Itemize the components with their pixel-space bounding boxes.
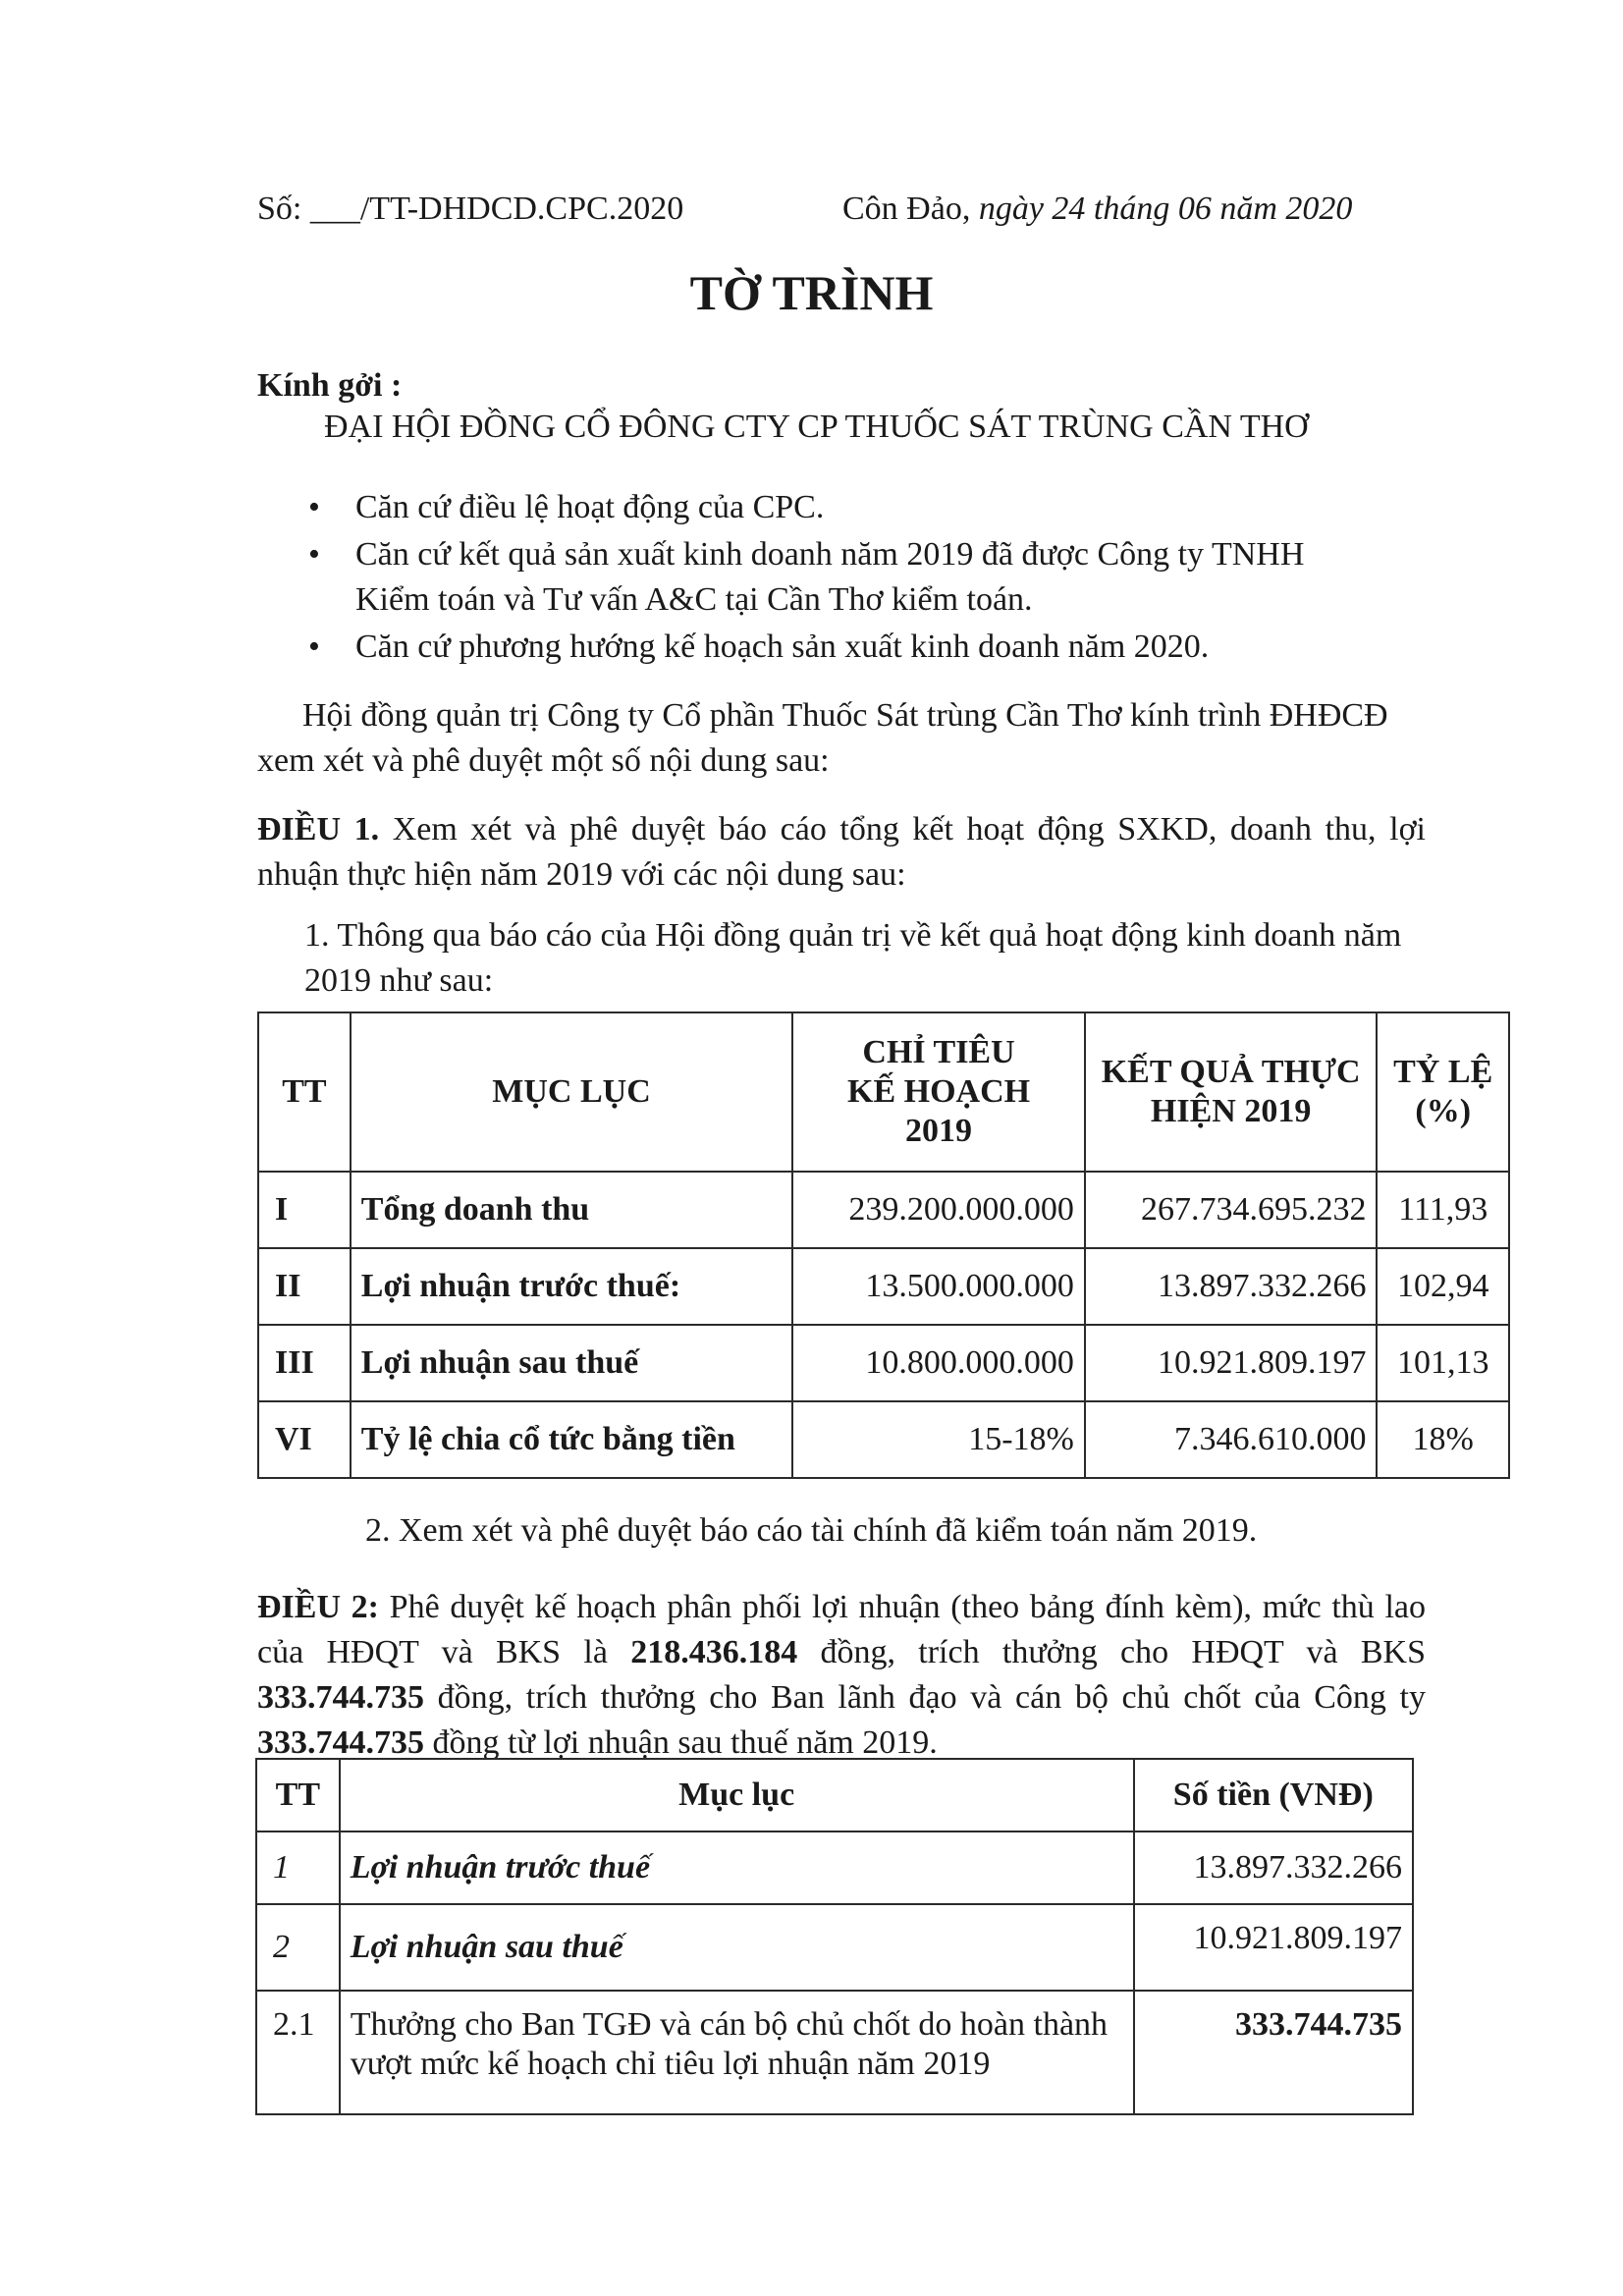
- table-row: [256, 1991, 1413, 2114]
- amount-board-bonus: 333.744.735: [257, 1679, 424, 1716]
- row-amount: 333.744.735: [1134, 1991, 1413, 2114]
- row-tt: II: [258, 1248, 351, 1325]
- header-plan: CHỈ TIÊU KẾ HOẠCH 2019: [792, 1012, 1085, 1172]
- row-tt: III: [258, 1325, 351, 1401]
- recipient: ĐẠI HỘI ĐỒNG CỔ ĐÔNG CTY CP THUỐC SÁT TRÙNG CẦN THƠ: [324, 409, 1309, 445]
- header-tt: TT: [258, 1012, 351, 1172]
- row-actual: 7.346.610.000: [1085, 1401, 1378, 1478]
- row-tt: 1: [256, 1831, 340, 1904]
- row-item: Tổng doanh thu: [351, 1172, 792, 1248]
- list-item: • Căn cứ kết quả sản xuất kinh doanh năm 2019 đã được Công ty TNHH Kiểm toán và Tư vấn A&C tại Cần Thơ kiểm toán.: [295, 532, 1375, 623]
- row-actual: 10.921.809.197: [1085, 1325, 1378, 1401]
- row-tt: I: [258, 1172, 351, 1248]
- row-tt: 2: [256, 1904, 340, 1991]
- profit-distribution-table: [255, 1758, 1414, 2115]
- bullet-icon: •: [308, 489, 320, 525]
- row-ratio: 101,13: [1377, 1325, 1509, 1401]
- table-row: [258, 1401, 1509, 1478]
- row-amount: 10.921.809.197: [1134, 1904, 1413, 1991]
- row-amount: 13.897.332.266: [1134, 1831, 1413, 1904]
- article-1-label: ĐIỀU 1.: [257, 811, 380, 847]
- list-item: • Căn cứ điều lệ hoạt động của CPC.: [295, 485, 1375, 530]
- article-1: [257, 807, 1426, 898]
- article-2-label: ĐIỀU 2:: [257, 1589, 380, 1625]
- row-plan: 239.200.000.000: [792, 1172, 1085, 1248]
- table-row: [258, 1172, 1509, 1248]
- bullet-icon: •: [308, 629, 320, 665]
- table-row: [256, 1904, 1413, 1991]
- amount-remuneration: 218.436.184: [630, 1634, 798, 1670]
- table-header-row: [256, 1759, 1413, 1831]
- intro-paragraph: Hội đồng quản trị Công ty Cổ phần Thuốc Sát trùng Cần Thơ kính trình ĐHĐCĐ xem xét và phê duyệt một số nội dung sau:: [257, 697, 1388, 779]
- row-item: Lợi nhuận trước thuế: [340, 1831, 1134, 1904]
- page-title: TỜ TRÌNH: [689, 265, 934, 320]
- table-row: [256, 1831, 1413, 1904]
- row-actual: 267.734.695.232: [1085, 1172, 1378, 1248]
- row-item: Lợi nhuận sau thuế: [340, 1904, 1134, 1991]
- document-header: [257, 187, 1386, 232]
- header-ratio: TỶ LỆ (%): [1377, 1012, 1509, 1172]
- row-item: Tỷ lệ chia cổ tức bằng tiền: [351, 1401, 792, 1478]
- article-1-item-2: 2. Xem xét và phê duyệt báo cáo tài chính đã kiểm toán năm 2019.: [365, 1512, 1258, 1549]
- row-item: Lợi nhuận sau thuế: [351, 1325, 792, 1401]
- document-date-text: ngày 24 tháng 06 năm 2020: [978, 191, 1353, 227]
- table-header-row: [258, 1012, 1509, 1172]
- header-actual: KẾT QUẢ THỰC HIỆN 2019: [1085, 1012, 1378, 1172]
- header-item: Mục lục: [340, 1759, 1134, 1831]
- row-item: Lợi nhuận trước thuế:: [351, 1248, 792, 1325]
- table-row: [258, 1248, 1509, 1325]
- row-plan: 10.800.000.000: [792, 1325, 1085, 1401]
- header-item: MỤC LỤC: [351, 1012, 792, 1172]
- document-number: Số: ___/TT-DHDCD.CPC.2020: [257, 191, 684, 227]
- row-ratio: 18%: [1377, 1401, 1509, 1478]
- article-2: ĐIỀU 2: Phê duyệt kế hoạch phân phối lợi nhuận (theo bảng đính kèm), mức thù lao của HĐQT và BKS là 218.436.184 đồng, trích thưởng cho HĐQT và BKS 333.744.735 đồng, trích thưởng cho Ban lãnh đạo và cán bộ chủ chốt của Công ty 333.744.735 đồng từ lợi nhuận sau thuế năm 2019.: [257, 1589, 1427, 1761]
- row-plan: 13.500.000.000: [792, 1248, 1085, 1325]
- row-ratio: 102,94: [1377, 1248, 1509, 1325]
- document-place: Côn Đảo,: [842, 191, 979, 227]
- header-tt: TT: [256, 1759, 340, 1831]
- article-1-item-1: 1. Thông qua báo cáo của Hội đồng quản trị về kết quả hoạt động kinh doanh năm 2019 như sau:: [304, 917, 1402, 999]
- row-actual: 13.897.332.266: [1085, 1248, 1378, 1325]
- article-1-text: Xem xét và phê duyệt báo cáo tổng kết hoạt động SXKD, doanh thu, lợi nhuận thực hiện năm 2019 với các nội dung sau:: [257, 811, 1426, 893]
- legal-basis-list: [295, 485, 1375, 672]
- list-item: • Căn cứ phương hướng kế hoạch sản xuất kinh doanh năm 2020.: [295, 625, 1375, 670]
- header-amount: Số tiền (VNĐ): [1134, 1759, 1413, 1831]
- amount-management-bonus: 333.744.735: [257, 1724, 424, 1761]
- row-item: Thưởng cho Ban TGĐ và cán bộ chủ chốt do hoàn thành vượt mức kế hoạch chỉ tiêu lợi nhuận năm 2019: [340, 1991, 1134, 2114]
- bullet-icon: •: [308, 536, 320, 573]
- row-plan: 15-18%: [792, 1401, 1085, 1478]
- table-row: [258, 1325, 1509, 1401]
- salutation: Kính gởi :: [257, 367, 403, 404]
- row-tt: 2.1: [256, 1991, 340, 2114]
- row-ratio: 111,93: [1377, 1172, 1509, 1248]
- row-tt: VI: [258, 1401, 351, 1478]
- document-date: [842, 187, 1352, 232]
- business-results-table: [257, 1011, 1510, 1479]
